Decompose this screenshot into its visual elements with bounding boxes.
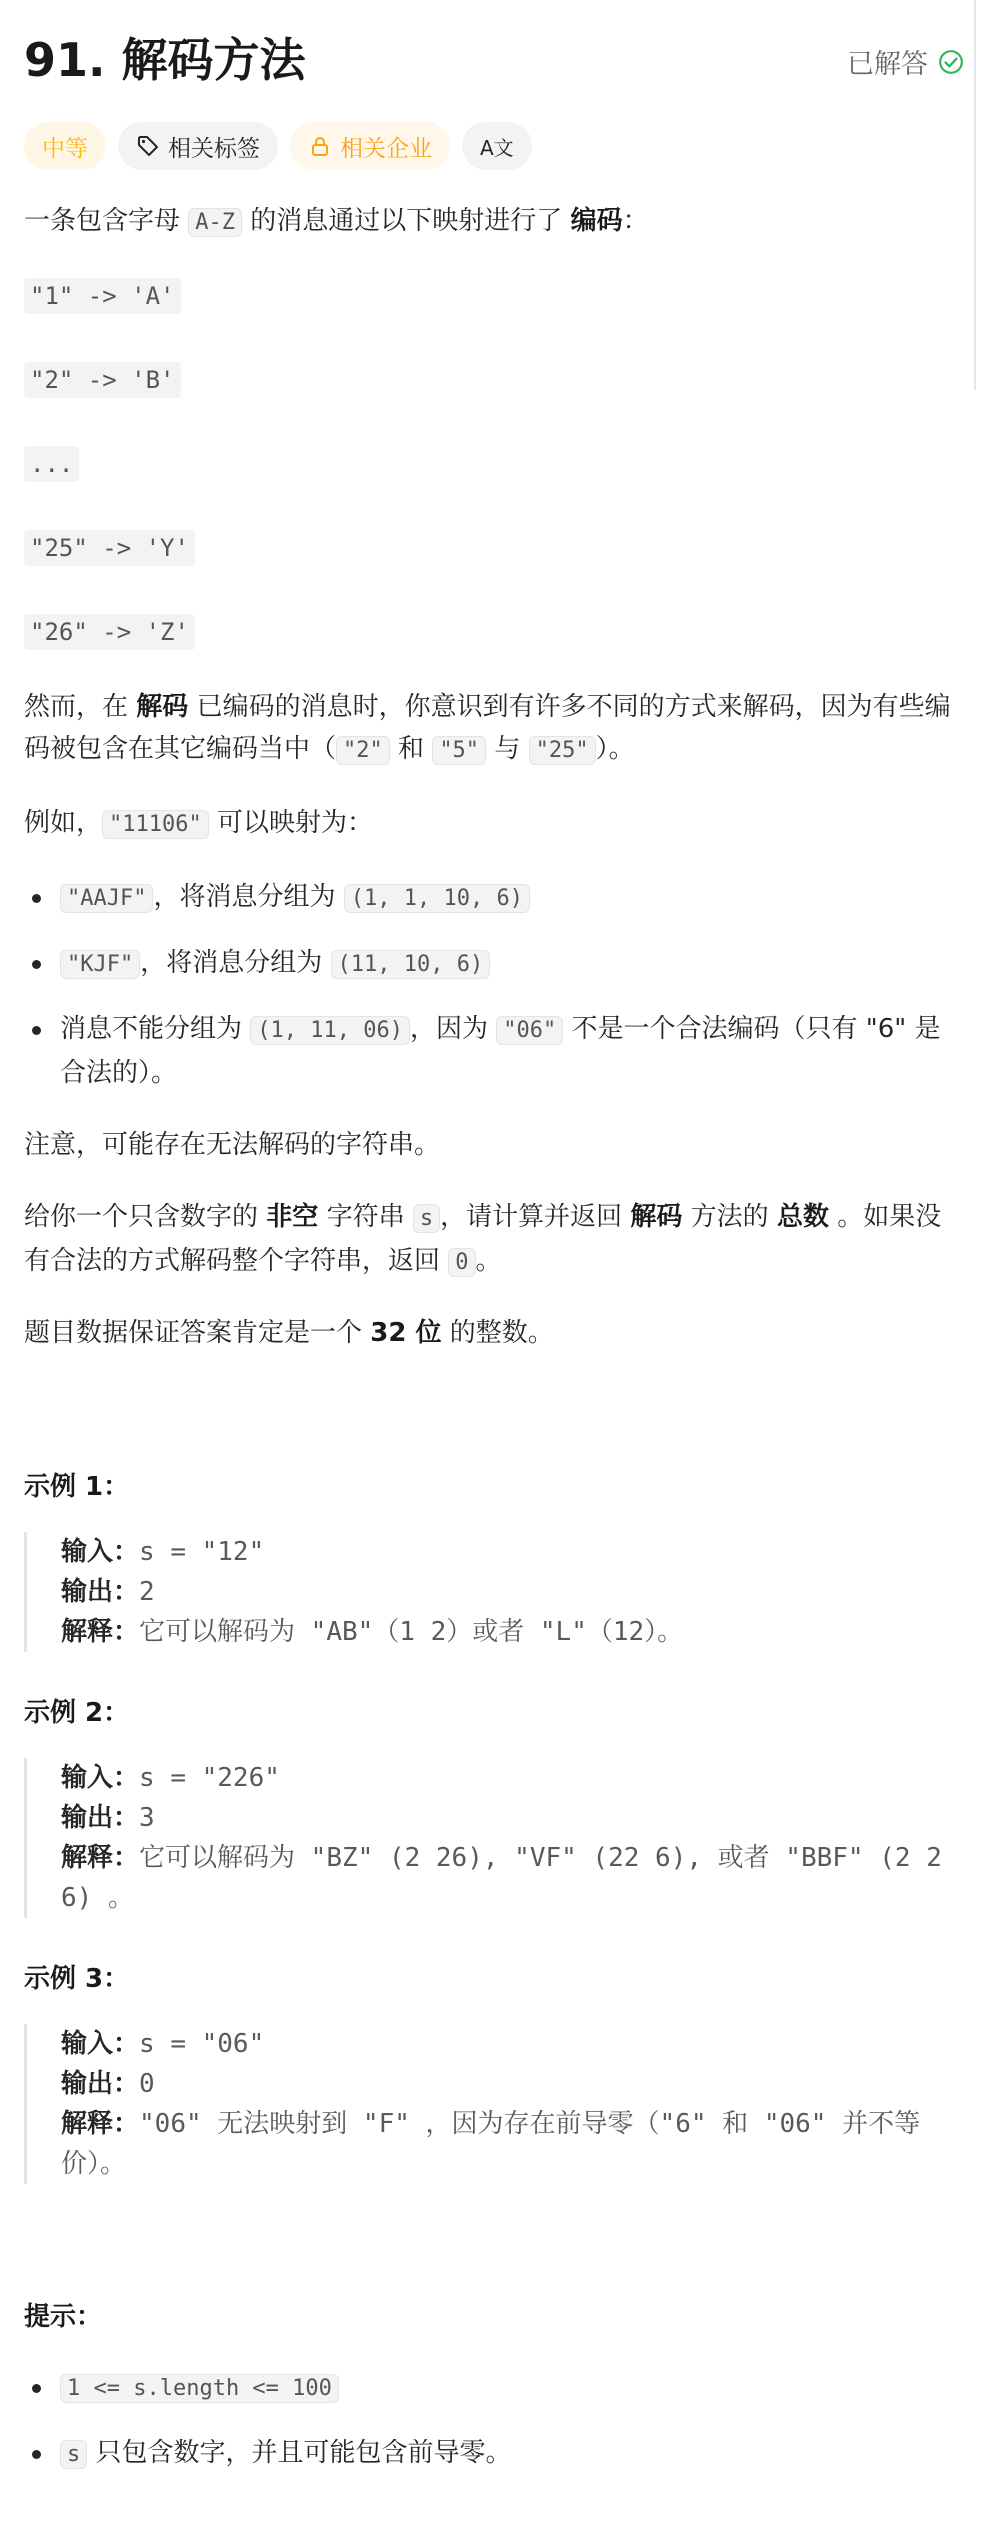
text: 。如果没有合法的方式解码整个字符串，返回 bbox=[24, 1202, 942, 1276]
lock-icon bbox=[308, 134, 332, 158]
example-explain bbox=[61, 1612, 964, 1652]
output-value: 3 bbox=[139, 1803, 155, 1833]
inline-code: "11106" bbox=[102, 810, 209, 839]
bold-text: 解码 bbox=[630, 1202, 683, 1232]
example-output bbox=[61, 1572, 964, 1612]
example-output bbox=[61, 1798, 964, 1838]
output-value: 0 bbox=[139, 2069, 155, 2099]
hints-title: 提示： bbox=[24, 2302, 103, 2332]
example-input bbox=[61, 1532, 964, 1572]
related-tags-button[interactable] bbox=[118, 122, 278, 170]
list-item bbox=[24, 2366, 964, 2410]
tag-icon bbox=[136, 134, 160, 158]
example-explain bbox=[61, 2104, 964, 2184]
example-block bbox=[24, 1532, 964, 1652]
paragraph-task bbox=[24, 1196, 964, 1284]
text: 不是一个合法编码（只有 "6" 是合法的）。 bbox=[60, 1014, 941, 1088]
bold-text: 32 位 bbox=[370, 1318, 442, 1348]
text: ，将消息分组为 bbox=[153, 882, 336, 912]
inline-code: (1, 11, 06) bbox=[250, 1016, 410, 1045]
text: 的消息通过以下映射进行了 bbox=[250, 206, 563, 236]
explain-label: 解释： bbox=[61, 1617, 140, 1647]
example-title: 示例 1： bbox=[24, 1472, 130, 1502]
difficulty-label: 中等 bbox=[42, 135, 88, 162]
example-title: 示例 2： bbox=[24, 1698, 130, 1728]
paragraph-example-intro bbox=[24, 802, 964, 846]
paragraph-note: 注意，可能存在无法解码的字符串。 bbox=[24, 1130, 441, 1160]
text: 字符串 bbox=[326, 1202, 405, 1232]
example-explain bbox=[61, 1838, 964, 1918]
bold-text: 总数 bbox=[776, 1202, 829, 1232]
text: ，请计算并返回 bbox=[440, 1202, 623, 1232]
input-value: s = "226" bbox=[139, 1763, 280, 1793]
solved-label: 已解答 bbox=[847, 49, 928, 80]
paragraph-guarantee bbox=[24, 1312, 964, 1354]
text: ： bbox=[622, 206, 649, 236]
input-value: s = "12" bbox=[139, 1537, 265, 1567]
related-tags-label: 相关标签 bbox=[168, 135, 260, 162]
bold-text: 解码 bbox=[136, 692, 189, 722]
text: ）。 bbox=[595, 734, 635, 764]
example-output bbox=[61, 2064, 964, 2104]
input-value: s = "06" bbox=[139, 2029, 265, 2059]
output-label: 输出： bbox=[61, 1803, 140, 1833]
inline-code: "2" bbox=[336, 736, 390, 765]
text: 可以映射为： bbox=[217, 808, 374, 838]
list-item bbox=[24, 942, 964, 986]
inline-code: s bbox=[60, 2440, 87, 2469]
list-item bbox=[24, 1008, 964, 1094]
mapping-line: "25" -> 'Y' bbox=[24, 530, 195, 566]
text: ，因为 bbox=[409, 1014, 488, 1044]
mapping-line: "1" -> 'A' bbox=[24, 278, 181, 314]
example-input bbox=[61, 1758, 964, 1798]
input-label: 输入： bbox=[61, 1537, 140, 1567]
mapping-line: ... bbox=[24, 446, 79, 482]
mapping-line: "2" -> 'B' bbox=[24, 362, 181, 398]
mapping-line: "26" -> 'Z' bbox=[24, 614, 195, 650]
scrollbar[interactable] bbox=[974, 0, 982, 390]
example-block bbox=[24, 1758, 964, 1918]
inline-code: A-Z bbox=[188, 208, 242, 237]
text: 例如， bbox=[24, 808, 103, 838]
text: 消息不能分组为 bbox=[60, 1014, 243, 1044]
example-input bbox=[61, 2024, 964, 2064]
check-circle-icon bbox=[938, 49, 964, 75]
related-companies-label: 相关企业 bbox=[340, 135, 432, 162]
text: 。 bbox=[475, 1246, 502, 1276]
paragraph-decoding bbox=[24, 686, 964, 772]
input-label: 输入： bbox=[61, 1763, 140, 1793]
inline-code: 1 <= s.length <= 100 bbox=[60, 2374, 339, 2403]
text: 只包含数字，并且可能包含前导零。 bbox=[95, 2438, 512, 2468]
output-value: 2 bbox=[139, 1577, 155, 1607]
text: 和 bbox=[398, 734, 425, 764]
related-companies-button[interactable] bbox=[290, 122, 450, 170]
explain-label: 解释： bbox=[61, 2109, 140, 2139]
explain-label: 解释： bbox=[61, 1843, 140, 1873]
inline-code: 0 bbox=[448, 1248, 475, 1277]
text: 的整数。 bbox=[449, 1318, 554, 1348]
tag-row bbox=[24, 122, 532, 170]
input-label: 输入： bbox=[61, 2029, 140, 2059]
text: 已编码的消息时，你意识到有许多不同的方式来解码，因为有些编码被包含在其它编码当中（ bbox=[24, 692, 951, 764]
example-block bbox=[24, 2024, 964, 2184]
inline-code: "25" bbox=[529, 736, 596, 765]
intro-paragraph bbox=[24, 200, 964, 244]
title-row bbox=[24, 28, 964, 92]
inline-code: s bbox=[413, 1204, 440, 1233]
inline-code: (1, 1, 10, 6) bbox=[344, 884, 530, 913]
text: 一条包含字母 bbox=[24, 206, 181, 236]
bold-text: 非空 bbox=[266, 1202, 319, 1232]
inline-code: (11, 10, 6) bbox=[331, 950, 491, 979]
inline-code: "06" bbox=[496, 1016, 563, 1045]
output-label: 输出： bbox=[61, 1577, 140, 1607]
inline-code: "AAJF" bbox=[60, 884, 153, 913]
difficulty-badge bbox=[24, 122, 106, 170]
list-item bbox=[24, 2432, 964, 2476]
text: 与 bbox=[494, 734, 521, 764]
text: 题目数据保证答案肯定是一个 bbox=[24, 1318, 363, 1348]
hints-list bbox=[24, 2366, 964, 2498]
translate-icon: A文 bbox=[480, 135, 514, 160]
text: 然而，在 bbox=[24, 692, 129, 722]
bold-text: 编码 bbox=[570, 206, 623, 236]
text: 给你一个只含数字的 bbox=[24, 1202, 259, 1232]
text: 方法的 bbox=[690, 1202, 769, 1232]
list-item bbox=[24, 876, 964, 920]
explain-value: "06" 无法映射到 "F" ，因为存在前导零（"6" 和 "06" 并不等价）。 bbox=[61, 2109, 921, 2179]
problem-title[interactable]: 91. 解码方法 bbox=[24, 33, 306, 87]
text: ，将消息分组为 bbox=[140, 948, 323, 978]
solved-status bbox=[847, 42, 964, 81]
mapping-bullets bbox=[24, 876, 964, 1116]
explain-value: 它可以解码为 "BZ" (2 26), "VF" (22 6), 或者 "BBF" (2 2 6) 。 bbox=[61, 1843, 942, 1913]
inline-code: "5" bbox=[432, 736, 486, 765]
example-title: 示例 3： bbox=[24, 1964, 130, 1994]
output-label: 输出： bbox=[61, 2069, 140, 2099]
explain-value: 它可以解码为 "AB"（1 2）或者 "L"（12）。 bbox=[139, 1617, 684, 1647]
inline-code: "KJF" bbox=[60, 950, 140, 979]
translate-button[interactable] bbox=[462, 122, 532, 170]
